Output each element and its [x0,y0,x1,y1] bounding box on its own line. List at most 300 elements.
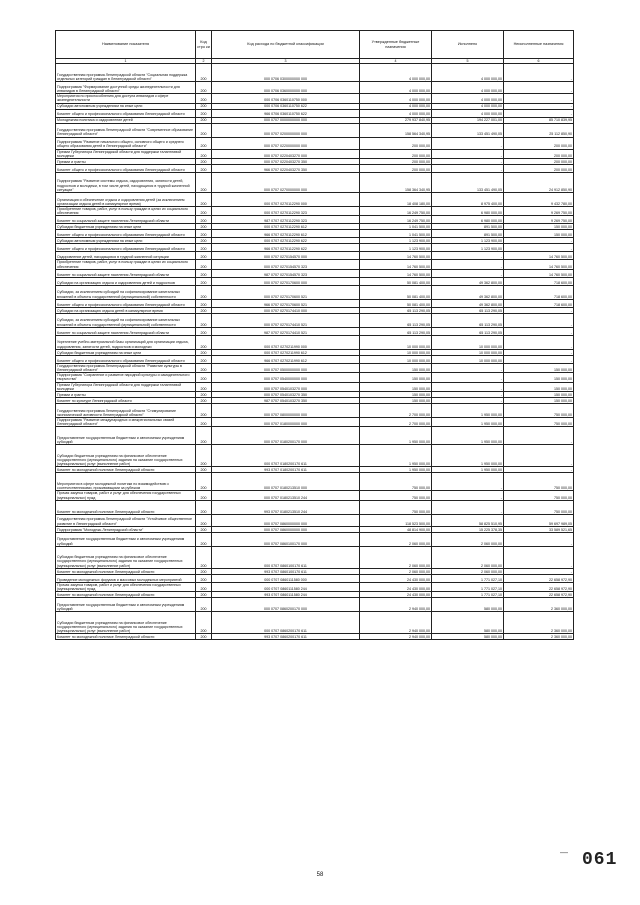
cell-executed: - [432,363,504,372]
cell-name: Субсидии, за исключением субсидий на софинансирование капитальных вложений в объекты государственной (муниципальной) собственности [56,285,196,299]
cell-approved: 14 760 500,00 [360,269,432,277]
header-budget-code: Код расхода по бюджетной классификации [212,31,360,59]
cell-name: Комитет по молодежной политике Ленинградской области [56,592,196,598]
table-row [56,313,574,327]
cell-remaining: 718 600,00 [504,299,574,307]
cell-remaining: - [504,244,574,252]
cell-name: Подпрограмма "Развитие системы отдыха, оздоровления, занятости детей, подростков и молодежи, в том числе детей, находящихся в трудной жизненной ситуации" [56,173,196,193]
cell-approved: 10 000 000,00 [360,349,432,355]
cell-name: Оздоровление детей, находящихся в трудной жизненной ситуации [56,252,196,260]
cell-remaining: 200 000,00 [504,159,574,165]
cell-budget-code: 000 0707 0180200170 611 [212,445,360,467]
cell-approved: 50 081 400,00 [360,299,432,307]
cell-approved: 2 060 000,00 [360,546,432,568]
cell-code: 200 [196,532,212,546]
cell-approved: 14 760 500,00 [360,260,432,269]
cell-executed: 4 000 000,00 [432,82,504,94]
cell-executed: 194 227 001,00 [432,117,504,123]
cell-name: Комитет по молодежной политике Ленинградской области [56,568,196,574]
cell-budget-code: 000 0707 0220403270 350 [212,159,360,165]
cell-executed: - [432,473,504,491]
cell-remaining: 150 000,00 [504,392,574,398]
cell-approved: 10 000 000,00 [360,355,432,363]
cell-name: Комитет по социальной защите населения Ленинградской области [56,216,196,224]
table-row [56,373,574,382]
cell-executed: - [432,500,504,514]
table-row [56,193,574,207]
cell-budget-code: 000 0707 0270174410 000 [212,307,360,313]
header-approved: Утвержденные бюджетные назначения [360,31,432,59]
cell-name: Комитет общего и профессионального образования Ленинградской области [56,355,196,363]
cell-executed: 58 825 510,95 [432,514,504,526]
cell-budget-code: 966 0707 0270170600 521 [212,299,360,307]
table-row [56,327,574,335]
cell-budget-code: 000 0707 0270211990 000 [212,335,360,349]
cell-name: Субсидии на организацию отдыха детей в каникулярное время [56,307,196,313]
cell-code: 200 [196,269,212,277]
cell-executed: 49 362 800,00 [432,285,504,299]
cell-approved: 48 814 900,00 [360,526,432,532]
cell-remaining: 150 000,00 [504,363,574,372]
cell-name: Организация и обеспечение отдыха и оздоровления детей (за исключением организации отдыха детей в каникулярное время) [56,193,196,207]
cell-name: Субсидии бюджетным учреждениям на финансовое обеспечение государственного (муниципального) задания на оказание государственных (муниципальных) услуг (выполнение работ) [56,445,196,467]
table-row [56,277,574,285]
cell-executed: - [432,149,504,158]
cell-name: Подпрограмма "Развитие международных и межрегиональных связей Ленинградской области" [56,418,196,427]
cell-name: Предоставление государственным бюджетным и автономным учреждениям субсидий [56,598,196,612]
cell-name: Субсидии бюджетным учреждениям на иные цели [56,349,196,355]
cell-code: 200 [196,82,212,94]
stamp-dash: — [560,848,568,857]
cell-executed: 49 362 800,00 [432,277,504,285]
cell-remaining: - [504,82,574,94]
cell-budget-code: 993 0707 0180200170 611 [212,467,360,473]
cell-code: 200 [196,64,212,82]
cell-executed: 2 060 000,00 [432,568,504,574]
cell-approved: 2 060 000,00 [360,532,432,546]
cell-remaining: 85 710 839,95 [504,117,574,123]
cell-approved: 4 000 000,00 [360,103,432,109]
cell-code: 200 [196,363,212,372]
cell-executed: 2 060 000,00 [432,546,504,568]
cell-remaining: 718 600,00 [504,277,574,285]
cell-budget-code: 000 0706 0300000000 000 [212,64,360,82]
cell-name: Приобретение товаров, работ, услуг в пользу граждан в целях их социального обеспечения [56,207,196,216]
cell-executed: 1 123 900,00 [432,238,504,244]
cell-executed: 6 980 000,00 [432,216,504,224]
cell-executed: 65 113 290,05 [432,307,504,313]
cell-remaining: 150 000,00 [504,373,574,382]
cell-code: 200 [196,313,212,327]
table-row [56,427,574,445]
cell-code: 200 [196,230,212,238]
cell-budget-code: 000 0707 0270211990 612 [212,349,360,355]
cell-executed: 133 451 490,05 [432,123,504,137]
cell-executed: 1 123 900,00 [432,244,504,252]
cell-executed: 10 000 000,00 [432,335,504,349]
table-row [56,260,574,269]
cell-code: 200 [196,382,212,391]
cell-code: 200 [196,327,212,335]
cell-budget-code: 966 0706 0360110750 622 [212,109,360,117]
cell-code: 200 [196,526,212,532]
cell-name: Комитет общего и профессионального образования Ленинградской области [56,244,196,252]
cell-name: Субсидии, за исключением субсидий на софинансирование капитальных вложений в объекты государственной (муниципальной) собственности [56,313,196,327]
cell-code: 200 [196,574,212,582]
cell-approved: 1 123 900,00 [360,244,432,252]
cell-remaining: 200 000,00 [504,165,574,173]
cell-code: 200 [196,94,212,103]
cell-code: 200 [196,634,212,640]
cell-executed: - [432,159,504,165]
cell-budget-code: 000 0706 0360000000 000 [212,82,360,94]
cell-code: 200 [196,238,212,244]
cell-remaining: 25 112 850,90 [504,123,574,137]
cell-budget-code: 000 0707 0270112290 000 [212,193,360,207]
cell-code: 200 [196,307,212,313]
cell-budget-code: 000 0707 0220403270 000 [212,149,360,158]
cell-name: Молодежная политика и оздоровление детей [56,117,196,123]
cell-remaining: 150 000,00 [504,230,574,238]
cell-code: 200 [196,355,212,363]
cell-budget-code: 000 0707 0860000000 000 [212,526,360,532]
cell-executed: 1 771 027,10 [432,582,504,591]
column-index: 3 [212,59,360,64]
cell-approved: 150 000,00 [360,363,432,372]
cell-name: Комитет по молодежной политике Ленинградской области [56,500,196,514]
cell-budget-code: 000 0707 0860100170 611 [212,546,360,568]
cell-executed: - [432,260,504,269]
cell-code: 200 [196,244,212,252]
cell-code: 200 [196,277,212,285]
table-row [56,82,574,94]
cell-code: 200 [196,418,212,427]
table-row [56,500,574,514]
cell-executed: - [432,165,504,173]
cell-remaining: 150 000,00 [504,398,574,404]
table-row [56,546,574,568]
cell-remaining: - [504,427,574,445]
cell-remaining: - [504,238,574,244]
cell-executed: - [432,252,504,260]
cell-budget-code: 966 0707 0220403270 350 [212,165,360,173]
cell-code: 200 [196,582,212,591]
cell-approved: 4 000 000,00 [360,94,432,103]
cell-budget-code: 000 0707 0500000000 000 [212,363,360,372]
column-index: 5 [432,59,504,64]
cell-name: Премии Губернатора Ленинградской области для поддержки талантливой молодежи [56,149,196,158]
cell-remaining: 2 360 000,00 [504,598,574,612]
cell-budget-code: 000 0707 0200000000 000 [212,123,360,137]
cell-approved: 24 430 000,00 [360,592,432,598]
cell-approved: 2 940 000,00 [360,612,432,634]
cell-budget-code: 000 0707 0800000000 000 [212,404,360,418]
cell-remaining: 200 000,00 [504,137,574,149]
table-row [56,612,574,634]
cell-budget-code: 987 0707 0270174410 521 [212,327,360,335]
cell-approved: 65 113 290,05 [360,313,432,327]
cell-approved: 1 041 500,00 [360,230,432,238]
cell-budget-code: 000 0707 0220000000 000 [212,137,360,149]
cell-code: 200 [196,117,212,123]
cell-budget-code: 000 0707 0270174410 521 [212,313,360,327]
cell-code: 200 [196,193,212,207]
cell-remaining: - [504,94,574,103]
cell-approved: 158 364 340,95 [360,173,432,193]
column-index: 2 [196,59,212,64]
cell-remaining: - [504,64,574,82]
cell-remaining: 750 000,00 [504,473,574,491]
cell-code: 200 [196,445,212,467]
cell-executed: 4 000 000,00 [432,64,504,82]
cell-budget-code: 987 0707 0270112290 323 [212,216,360,224]
cell-name: Премии и гранты [56,159,196,165]
cell-budget-code: 000 0707 0860200170 611 [212,612,360,634]
cell-code: 200 [196,373,212,382]
cell-approved: 2 700 000,00 [360,418,432,427]
cell-name: Субсидии бюджетным учреждениям на финансовое обеспечение государственного (муниципального) задания на оказание государственных (муниципальных) услуг (выполнение работ) [56,546,196,568]
table-row [56,285,574,299]
cell-budget-code: 000 0707 0860111580 244 [212,582,360,591]
cell-name: Субсидии автономным учреждениям на иные цели [56,103,196,109]
cell-budget-code: 000 0707 0180213510 000 [212,473,360,491]
cell-remaining: - [504,313,574,327]
cell-code: 200 [196,427,212,445]
cell-name: Комитет по социальной защите населения Ленинградской области [56,269,196,277]
cell-approved: 1 950 000,00 [360,467,432,473]
cell-remaining: - [504,445,574,467]
cell-executed: 1 771 027,10 [432,592,504,598]
cell-approved: 2 700 000,00 [360,404,432,418]
cell-name: Комитет общего и профессионального образования Ленинградской области [56,109,196,117]
cell-remaining: - [504,109,574,117]
table-row [56,230,574,238]
cell-name: Прочая закупка товаров, работ и услуг для обеспечения государственных (муниципальных) нужд [56,582,196,591]
cell-approved: 200 000,00 [360,165,432,173]
cell-budget-code: 987 0707 0270154570 323 [212,269,360,277]
cell-code: 200 [196,467,212,473]
cell-name: Субсидии бюджетным учреждениям на иные цели [56,224,196,230]
cell-approved: 1 041 500,00 [360,224,432,230]
cell-code: 200 [196,260,212,269]
cell-remaining: - [504,546,574,568]
cell-approved: 65 113 290,05 [360,327,432,335]
cell-code: 200 [196,216,212,224]
cell-remaining: 150 000,00 [504,224,574,230]
cell-remaining: 22 658 972,90 [504,592,574,598]
cell-name: Приобретение товаров, работ, услуг в пользу граждан в целях их социального обеспечения [56,260,196,269]
cell-budget-code: 000 0707 0540103270 000 [212,382,360,391]
cell-budget-code: 000 0707 0270154570 323 [212,260,360,269]
table-row [56,355,574,363]
cell-remaining: - [504,532,574,546]
cell-code: 200 [196,568,212,574]
cell-remaining: 22 658 972,90 [504,574,574,582]
cell-name: Субсидии автономным учреждениям на иные цели [56,238,196,244]
cell-executed: 6 980 000,00 [432,207,504,216]
cell-executed: - [432,398,504,404]
cell-executed: 580 000,00 [432,634,504,640]
cell-code: 200 [196,349,212,355]
table-row [56,207,574,216]
table-row [56,514,574,526]
cell-approved: 1 950 000,00 [360,427,432,445]
cell-budget-code: 993 0707 0860111580 244 [212,592,360,598]
cell-approved: 150 000,00 [360,382,432,391]
cell-budget-code: 000 0707 0270112290 612 [212,224,360,230]
cell-code: 200 [196,491,212,500]
cell-budget-code: 993 0707 0860100170 611 [212,568,360,574]
table-row [56,94,574,103]
header-remaining: Неисполненные назначения [504,31,574,59]
cell-executed: 1 950 000,00 [432,467,504,473]
cell-name: Мероприятия по приспособлению для доступа инвалидов к сфере жизнедеятельности [56,94,196,103]
cell-remaining: 750 000,00 [504,500,574,514]
cell-remaining: - [504,355,574,363]
table-body [56,64,574,640]
table-row [56,64,574,82]
table-row [56,382,574,391]
cell-executed: - [432,392,504,398]
cell-approved: 2 940 000,00 [360,598,432,612]
table-row [56,634,574,640]
cell-budget-code: 000 0706 0360110750 622 [212,103,360,109]
cell-executed: 10 000 000,00 [432,355,504,363]
cell-budget-code: 966 0707 0270112290 622 [212,244,360,252]
cell-budget-code: 993 0707 0180213510 244 [212,500,360,514]
cell-executed: 1 950 000,00 [432,418,504,427]
cell-executed: 10 000 000,00 [432,349,504,355]
cell-budget-code: 000 0707 0860111580 000 [212,574,360,582]
table-row [56,445,574,467]
cell-name: Проведение молодежных форумов и массовых молодежных мероприятий [56,574,196,582]
cell-budget-code: 966 0707 0270211990 612 [212,355,360,363]
cell-budget-code: 987 0707 0540103270 350 [212,398,360,404]
cell-budget-code: 000 0707 0180200170 000 [212,427,360,445]
cell-remaining: - [504,103,574,109]
cell-budget-code: 000 0707 0270112290 323 [212,207,360,216]
cell-executed: 1 771 027,10 [432,574,504,582]
cell-remaining: 2 360 000,00 [504,634,574,640]
table-row [56,149,574,158]
cell-code: 200 [196,546,212,568]
cell-name: Предоставление государственным бюджетным и автономным учреждениям субсидий [56,532,196,546]
table-row [56,598,574,612]
cell-executed: 8 975 400,00 [432,193,504,207]
cell-executed: 891 500,00 [432,224,504,230]
cell-remaining: 9 432 780,00 [504,193,574,207]
cell-name: Прочая закупка товаров, работ и услуг для обеспечения государственных (муниципальных) нужд [56,491,196,500]
cell-name: Подпрограмма "Формирование доступной среды жизнедеятельности для инвалидов в Ленинградской области" [56,82,196,94]
table-row [56,582,574,591]
cell-executed: 2 060 000,00 [432,532,504,546]
cell-budget-code: 000 0707 0540000000 000 [212,373,360,382]
cell-executed: 891 500,00 [432,230,504,238]
cell-code: 200 [196,392,212,398]
header-executed: Исполнено [432,31,504,59]
cell-remaining: 14 760 500,00 [504,269,574,277]
cell-executed: 4 000 000,00 [432,103,504,109]
cell-remaining: 750 000,00 [504,418,574,427]
table-row [56,335,574,349]
cell-budget-code: 993 0707 0860200170 611 [212,634,360,640]
cell-name: Комитет по социальной защите населения Ленинградской области [56,327,196,335]
cell-approved: 2 060 000,00 [360,568,432,574]
cell-name: Предоставление государственным бюджетным и автономным учреждениям субсидий [56,427,196,445]
cell-name: Государственная программа Ленинградской области "Развитие культуры в Ленинградской области" [56,363,196,372]
cell-code: 200 [196,598,212,612]
cell-name: Мероприятия в сфере молодежной политики по взаимодействию с соотечественниками, проживающими за рубежом [56,473,196,491]
report-sheet [55,30,573,640]
cell-approved: 10 000 000,00 [360,335,432,349]
cell-executed: 4 000 000,00 [432,94,504,103]
cell-name: Комитет общего и профессионального образования Ленинградской области [56,165,196,173]
cell-executed: 65 113 290,05 [432,327,504,335]
cell-remaining: 14 760 500,00 [504,252,574,260]
cell-code: 200 [196,123,212,137]
cell-approved: 150 000,00 [360,392,432,398]
cell-budget-code: 000 0707 0860000000 000 [212,514,360,526]
cell-remaining: 9 269 750,00 [504,216,574,224]
cell-executed: 1 950 000,00 [432,404,504,418]
cell-approved: 24 430 000,00 [360,582,432,591]
cell-executed: 15 225 378,35 [432,526,504,532]
cell-code: 200 [196,137,212,149]
table-row [56,137,574,149]
budget-execution-table [55,30,574,640]
cell-remaining: 2 360 000,00 [504,612,574,634]
table-row [56,109,574,117]
cell-name: Комитет по молодежной политике Ленинградской области [56,634,196,640]
cell-code: 200 [196,335,212,349]
cell-executed: 4 000 000,00 [432,109,504,117]
page-stamp-number: 061 [582,850,618,870]
table-row [56,173,574,193]
cell-executed: - [432,373,504,382]
cell-name: Комитет общего и профессионального образования Ленинградской области [56,299,196,307]
table-row [56,299,574,307]
cell-executed: - [432,269,504,277]
cell-budget-code: 000 0707 0270112290 622 [212,238,360,244]
cell-budget-code: 000 0707 0270170600 000 [212,277,360,285]
cell-name: Государственная программа Ленинградской области "Стимулирование экономической активности Ленинградской области" [56,404,196,418]
cell-budget-code: 000 0707 0000000000 000 [212,117,360,123]
cell-executed: - [432,137,504,149]
cell-remaining: 750 000,00 [504,491,574,500]
cell-code: 200 [196,165,212,173]
cell-code: 200 [196,224,212,230]
cell-name: Субсидии на организацию отдыха и оздоровления детей и подростков [56,277,196,285]
cell-code: 200 [196,103,212,109]
cell-code: 200 [196,500,212,514]
table-row [56,404,574,418]
cell-name: Комитет по молодежной политике Ленинградской области [56,467,196,473]
cell-approved: 750 000,00 [360,473,432,491]
cell-remaining: 200 000,00 [504,149,574,158]
cell-name: Подпрограмма "Развитие начального общего, основного общего и среднего общего образования детей в Ленинградской области" [56,137,196,149]
cell-approved: 158 564 340,95 [360,123,432,137]
column-index: 6 [504,59,574,64]
cell-code: 200 [196,252,212,260]
cell-approved: 18 408 180,00 [360,193,432,207]
cell-approved: 2 940 000,00 [360,634,432,640]
table-row [56,473,574,491]
page-number: 58 [316,872,324,878]
cell-remaining: 750 000,00 [504,404,574,418]
cell-approved: 200 000,00 [360,137,432,149]
cell-budget-code: 000 0707 0270000000 000 [212,173,360,193]
cell-budget-code: 000 0707 0270154570 000 [212,252,360,260]
